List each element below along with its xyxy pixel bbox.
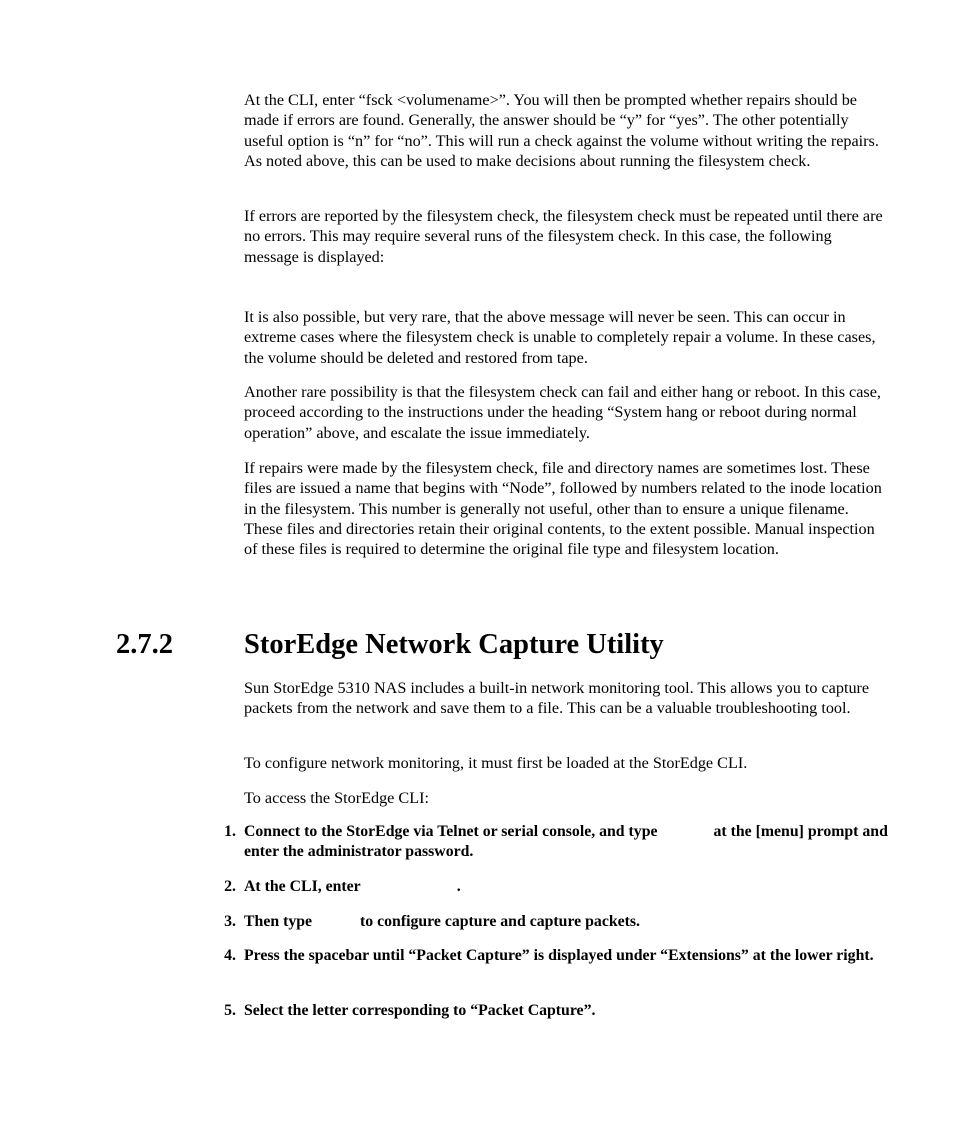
step-number: 1. (224, 823, 236, 840)
step-text: Press the spacebar until “Packet Capture” is displayed under “Extensions” at the lower right. (244, 947, 874, 964)
paragraph-hang-reboot: Another rare possibility is that the filesystem check can fail and either hang or reboot. In this case, proceed according to the instructions under the heading “System hang or reboot during normal operation” above, and escalate the issue immediately. (244, 383, 881, 442)
paragraph-network-tool: Sun StorEdge 5310 NAS includes a built-in network monitoring tool. This allows you to capture packets from the network and save them to a file. This can be a valuable troubleshooting tool. (244, 679, 870, 718)
section-number: 2.7.2 (116, 629, 173, 660)
paragraph-access-cli: To access the StorEdge CLI: (244, 789, 429, 807)
step-number: 3. (224, 913, 236, 930)
step-text-after: at the [menu] prompt and enter the administrator password. (244, 823, 888, 861)
step-number: 4. (224, 947, 236, 964)
step-number: 5. (224, 1002, 236, 1019)
step-text (244, 822, 890, 863)
step-text-before: At the CLI, enter (244, 878, 361, 895)
paragraph-repeat-check: If errors are reported by the filesystem check, the filesystem check must be repeated until there are no errors. This may require several runs of the filesystem check. In this case, the following message is displayed: (244, 207, 883, 266)
step-text-after: . (456, 878, 461, 895)
section-heading (0, 626, 954, 666)
step-text: Select the letter corresponding to “Packet Capture”. (244, 1002, 596, 1019)
step-number: 2. (224, 878, 236, 895)
section-title: StorEdge Network Capture Utility (244, 629, 664, 660)
paragraph-configure-monitoring: To configure network monitoring, it must first be loaded at the StorEdge CLI. (244, 754, 748, 772)
step-text-after: to configure capture and capture packets. (360, 913, 640, 930)
paragraph-rare-message: It is also possible, but very rare, that the above message will never be seen. This can occur in extreme cases where the filesystem check is unable to completely repair a volume. In these cases, the volume should be deleted and restored from tape. (244, 308, 876, 367)
step-text-before: Connect to the StorEdge via Telnet or serial console, and type (244, 823, 658, 840)
paragraph-lost-names: If repairs were made by the filesystem check, file and directory names are sometimes lost. These files are issued a name that begins with “Node”, followed by numbers related to the inode location in the filesystem. This number is generally not useful, other than to ensure a unique filename. These files and directories retain their original contents, to the extent possible. Manual inspection of these files is required to determine the original file type and filesystem location. (244, 459, 882, 559)
paragraph-fsck-instructions: At the CLI, enter “fsck <volumename>”. You will then be prompted whether repairs should be made if errors are found. Generally, the answer should be “y” for “yes”. The other potentially useful option is “n” for “no”. This will run a check against the volume without writing the repairs. As noted above, this can be used to make decisions about running the filesystem check. (244, 91, 879, 170)
step-text (244, 912, 890, 932)
step-text (244, 877, 890, 897)
step-text-before: Then type (244, 913, 313, 930)
